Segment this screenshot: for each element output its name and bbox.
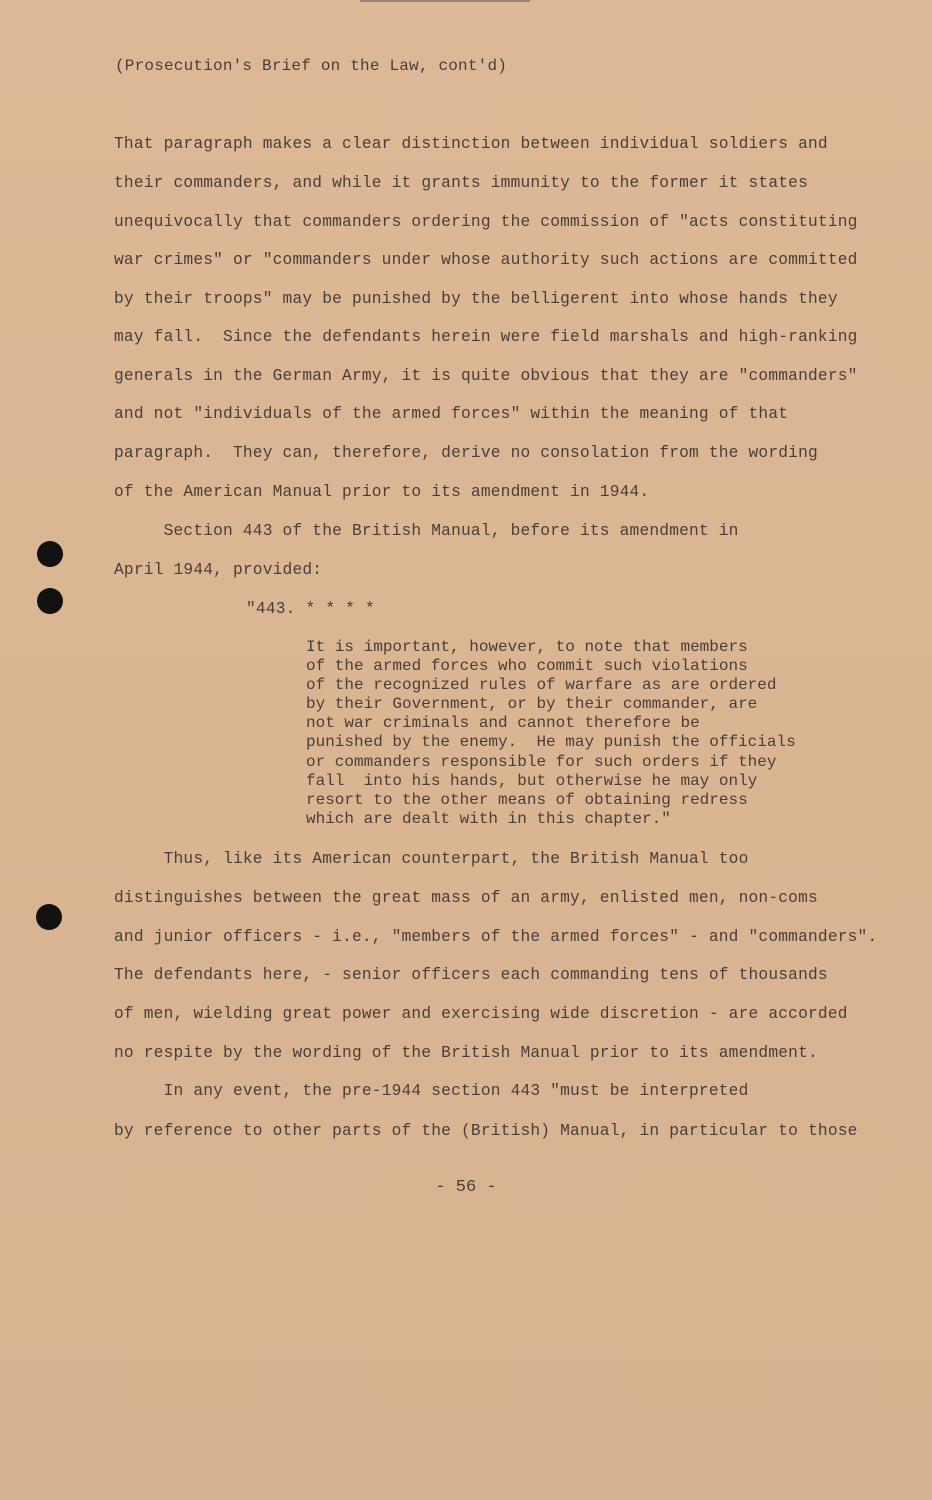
quote-line: resort to the other means of obtaining redress — [306, 791, 748, 809]
punch-hole — [37, 588, 63, 614]
body-line: That paragraph makes a clear distinction between individual soldiers and — [114, 135, 828, 153]
quote-heading: "443. * * * * — [246, 600, 375, 618]
quote-line: by their Government, or by their commander, are — [306, 695, 758, 713]
quote-line: fall into his hands, but otherwise he may only — [306, 772, 758, 790]
quote-line: of the armed forces who commit such violations — [306, 657, 748, 675]
body-line: no respite by the wording of the British Manual prior to its amendment. — [114, 1044, 818, 1062]
body-line: by reference to other parts of the (British) Manual, in particular to those — [114, 1122, 858, 1140]
quote-line: which are dealt with in this chapter." — [306, 810, 671, 828]
body-line: of the American Manual prior to its amendment in 1944. — [114, 483, 650, 501]
body-line: unequivocally that commanders ordering the commission of "acts constituting — [114, 213, 858, 231]
body-line: In any event, the pre-1944 section 443 "must be interpreted — [114, 1082, 749, 1100]
quote-line: of the recognized rules of warfare as are ordered — [306, 676, 777, 694]
body-line: may fall. Since the defendants herein were field marshals and high-ranking — [114, 328, 858, 346]
body-line: distinguishes between the great mass of an army, enlisted men, non-coms — [114, 889, 818, 907]
body-line: by their troops" may be punished by the belligerent into whose hands they — [114, 290, 838, 308]
body-line: war crimes" or "commanders under whose authority such actions are committed — [114, 251, 858, 269]
quote-line: punished by the enemy. He may punish the officials — [306, 733, 796, 751]
quote-line: It is important, however, to note that members — [306, 638, 748, 656]
body-line: April 1944, provided: — [114, 561, 323, 579]
body-line: The defendants here, - senior officers each commanding tens of thousands — [114, 966, 828, 984]
quote-line: or commanders responsible for such orders if they — [306, 753, 777, 771]
body-line: their commanders, and while it grants immunity to the former it states — [114, 174, 808, 192]
body-line: and not "individuals of the armed forces" within the meaning of that — [114, 405, 789, 423]
quote-line: not war criminals and cannot therefore be — [306, 714, 700, 732]
body-line: generals in the German Army, it is quite obvious that they are "commanders" — [114, 367, 858, 385]
page-number: - 56 - — [435, 1178, 497, 1197]
body-line: Thus, like its American counterpart, the British Manual too — [114, 850, 749, 868]
body-line: of men, wielding great power and exercising wide discretion - are accorded — [114, 1005, 848, 1023]
punch-hole — [36, 904, 62, 930]
continuation-heading: (Prosecution's Brief on the Law, cont'd) — [115, 57, 508, 75]
body-line: paragraph. They can, therefore, derive no consolation from the wording — [114, 444, 818, 462]
body-line: and junior officers - i.e., "members of the armed forces" - and "commanders". — [114, 928, 878, 946]
punch-hole — [37, 541, 63, 567]
body-line: Section 443 of the British Manual, before its amendment in — [114, 522, 739, 540]
top-edge-rule — [360, 0, 530, 2]
